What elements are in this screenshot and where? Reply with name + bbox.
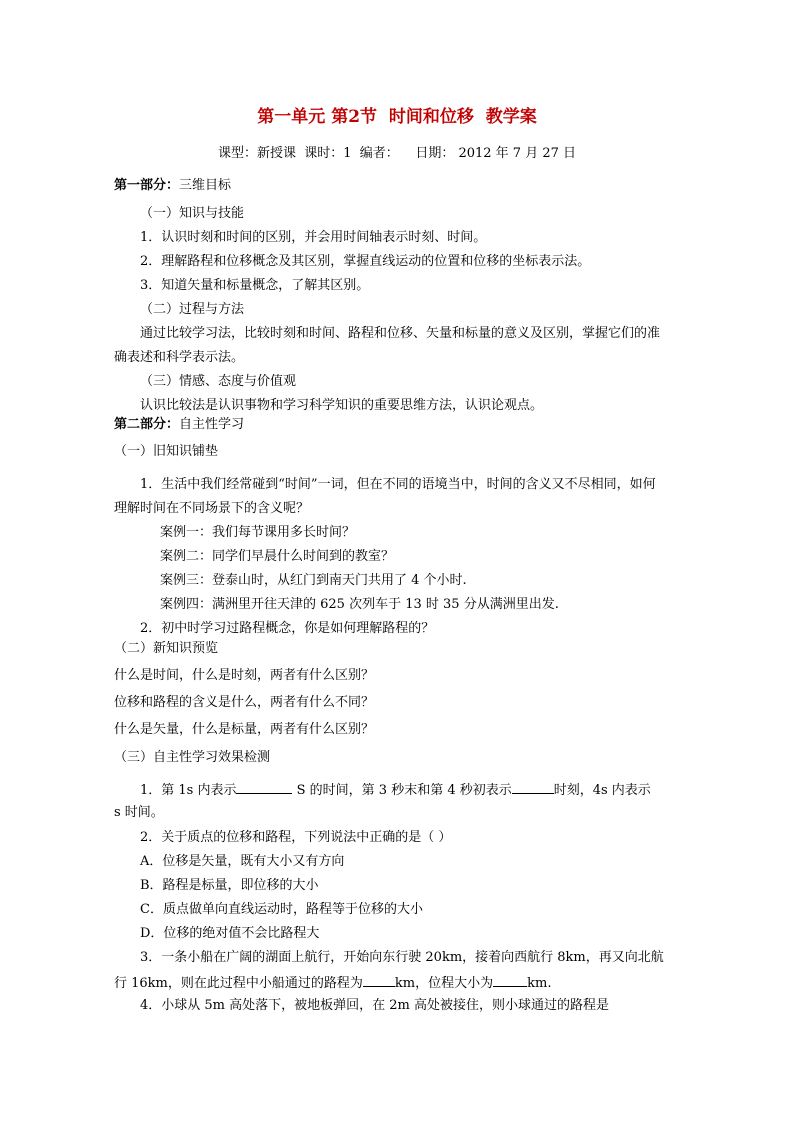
- preview-question-2: 位移和路程的含义是什么，两者有什么不同？: [114, 695, 375, 710]
- section-old-knowledge: （一）旧知识铺垫: [114, 444, 219, 459]
- part1-heading-text: 三维目标: [179, 178, 232, 193]
- part2-heading: [114, 416, 244, 434]
- test-question-3-line-1: 3．一条小船在广阔的湖面上航行，开始向东行驶 20km，接着向西航行 8km，再又向北航: [140, 950, 664, 965]
- test-question-1-line-2: s 时间。: [114, 805, 164, 820]
- part2-heading-label: 第二部分：: [114, 417, 180, 432]
- test-question-4-line-1: 4．小球从 5m 高处落下，被地板弹回，在 2m 高处被接住，则小球通过的路程是: [140, 998, 609, 1013]
- page-title: 第一单元 第2节 时间和位移 教学案: [257, 107, 537, 127]
- part2-heading-text: 自主性学习: [179, 417, 245, 432]
- test-question-1-line-1: [140, 780, 651, 800]
- section-emotion-values: （三）情感、态度与价值观: [140, 374, 297, 389]
- part1-heading: [114, 177, 231, 195]
- case-2: 案例二：同学们早晨什么时间到的教室？: [160, 549, 395, 564]
- preview-question-1: 什么是时间，什么是时刻，两者有什么区别？: [114, 668, 375, 683]
- section-knowledge-skills: （一）知识与技能: [140, 206, 245, 221]
- goal-item-1: 1．认识时刻和时间的区别，并会用时间轴表示时刻、时间。: [140, 230, 487, 245]
- test-question-3-line-2: [114, 973, 551, 993]
- question-1-line-1: 1．生活中我们经常碰到“时间”一词，但在不同的语境当中，时间的含义又不尽相同，如何: [140, 477, 656, 492]
- lesson-info: 课型：新授课 课时：1 编者： 日期： 2012 年 7 月 27 日: [217, 146, 577, 161]
- case-3: 案例三：登泰山时，从红门到南天门共用了 4 个小时.: [160, 573, 467, 588]
- values-paragraph: 认识比较法是认识事物和学习科学知识的重要思维方法，认识论观点。: [140, 398, 544, 413]
- test-question-2: 2．关于质点的位移和路程，下列说法中正确的是（ ）: [140, 830, 452, 845]
- test-question-1-part-a: 1．第 1s 内表示: [140, 783, 237, 798]
- section-self-test: （三）自主性学习效果检测: [114, 750, 271, 765]
- answer-blank[interactable]: [236, 780, 292, 794]
- case-1: 案例一：我们每节课用多长时间？: [160, 525, 356, 540]
- question-2: 2．初中时学习过路程概念，你是如何理解路程的？: [140, 621, 435, 636]
- option-a: A．位移是矢量，既有大小又有方向: [140, 854, 345, 869]
- section-process-method: （二）过程与方法: [140, 302, 245, 317]
- question-1-line-2: 理解时间在不同场景下的含义呢？: [114, 501, 310, 516]
- answer-blank[interactable]: [512, 780, 554, 794]
- preview-question-3: 什么是矢量，什么是标量，两者有什么区别？: [114, 722, 375, 737]
- option-c: C．质点做单向直线运动时，路程等于位移的大小: [140, 902, 423, 917]
- test-question-1-part-b: S 的时间，第 3 秒末和第 4 秒初表示: [292, 783, 512, 798]
- test-question-1-part-c: 时刻，4s 内表示: [553, 783, 651, 798]
- section-new-knowledge: （二）新知识预览: [114, 641, 219, 656]
- process-paragraph-line-2: 确表述和科学表示法。: [114, 350, 245, 365]
- goal-item-2: 2．理解路程和位移概念及其区别，掌握直线运动的位置和位移的坐标表示法。: [140, 254, 591, 269]
- goal-item-3: 3．知道矢量和标量概念，了解其区别。: [140, 278, 370, 293]
- test-question-3-part-a: 行 16km，则在此过程中小船通过的路程为: [114, 976, 363, 991]
- option-d: D．位移的绝对值不会比路程大: [140, 926, 320, 941]
- part1-heading-label: 第一部分：: [114, 178, 180, 193]
- option-b: B．路程是标量，即位移的大小: [140, 878, 319, 893]
- answer-blank[interactable]: [493, 973, 527, 987]
- test-question-3-part-c: km.: [527, 976, 552, 991]
- answer-blank[interactable]: [363, 973, 395, 987]
- case-4: 案例四：满洲里开往天津的 625 次列车于 13 时 35 分从满洲里出发.: [160, 597, 559, 612]
- test-question-3-part-b: km，位程大小为: [394, 976, 494, 991]
- process-paragraph-line-1: 通过比较学习法，比较时刻和时间、路程和位移、矢量和标量的意义及区别，掌握它们的准: [140, 326, 661, 341]
